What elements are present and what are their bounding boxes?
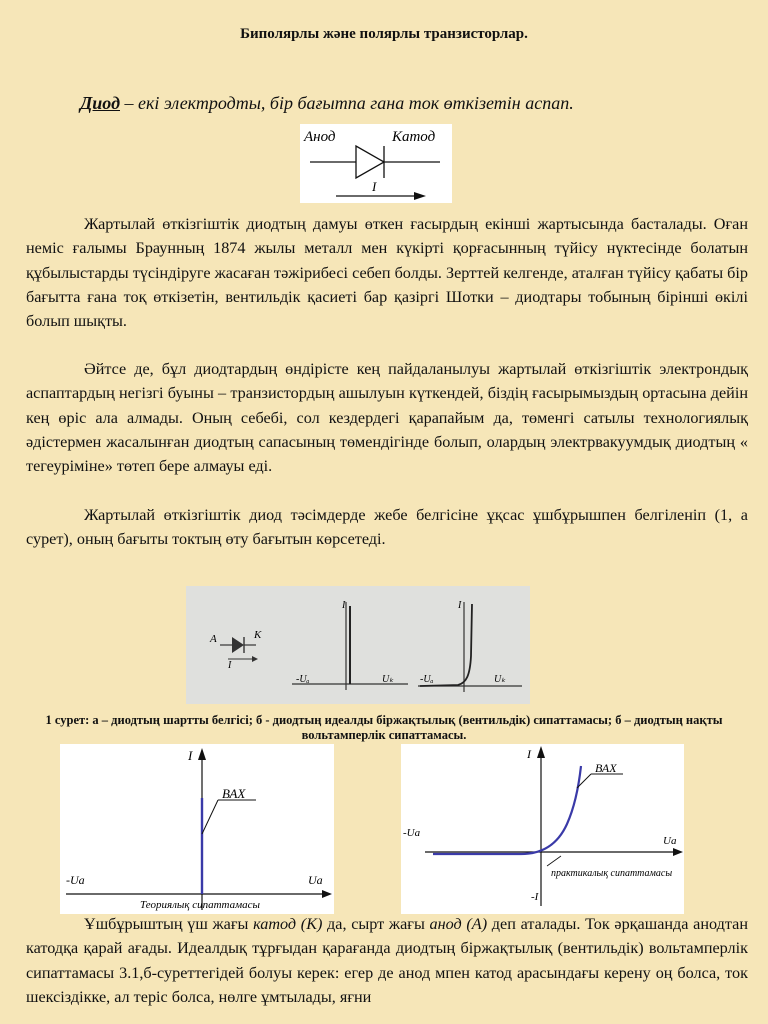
ideal-x-label: Uа: [308, 873, 323, 887]
fig1b-axis-i: I: [342, 600, 346, 611]
real-curve-label: ВАХ: [595, 761, 617, 775]
cathode-label: Катод: [392, 129, 436, 145]
real-neg-y-label: -I: [531, 891, 539, 903]
anode-label: Анод: [304, 129, 336, 145]
fig1-current-label: I: [228, 660, 232, 671]
ideal-neg-x-label: -Uа: [66, 873, 85, 887]
real-y-label: I: [527, 747, 531, 761]
diode-symbol-icon: [300, 124, 452, 203]
graph-ideal-characteristic: [60, 744, 334, 914]
paragraph-development: Әйтсе де, бұл диодтардың өндірісте кең пайдаланылуы жартылай өткізгіштік электрондық аспаптардың негізгі буыны – транзистордың ашылуын күткендей, біздің ғасырымыздың ортасына дейін кең өріс ала алмады. Оның себебі, сол кездердегі қарапайым да, төменгі сатылы технологиялық әдістермен жасалынған диодтың сапасының төмендігінде болып, олардың электрвакуумдық диодтың « тегеуріміне» төтеп бере алмауы еді.: [26, 360, 748, 476]
diode-definition: [80, 93, 720, 114]
fig1b-neg-u: -Uₐ: [296, 674, 310, 685]
current-label: I: [372, 179, 377, 194]
p4-text-1: Ұшбұрыштың үш жағы: [84, 915, 254, 933]
real-x-label: Uа: [663, 835, 677, 847]
p4-cathode: катод (К): [253, 915, 323, 933]
p4-text-2: да, сырт жағы: [322, 915, 430, 933]
ideal-vac-chart: [60, 744, 334, 914]
real-caption: практикалық сипаттамасы: [551, 868, 673, 879]
ideal-y-label: I: [188, 748, 193, 763]
fig1c-neg-u: -Uₐ: [420, 674, 434, 685]
fig1b-pos-u: Uₖ: [382, 674, 394, 685]
definition-term: Диод: [80, 93, 120, 113]
figure-1-drawing: [186, 586, 530, 704]
diode-symbol-figure: [300, 124, 452, 203]
real-vac-chart: [401, 744, 684, 914]
fig1-anode-label: A: [210, 633, 217, 645]
graph-real-characteristic: [401, 744, 684, 914]
ideal-caption: Теориялық сипаттамасы: [140, 899, 260, 911]
figure-1-photo: [186, 586, 530, 704]
fig1c-axis-i: I: [458, 600, 462, 611]
fig1-cathode-label: K: [254, 629, 262, 641]
fig1c-pos-u: Uₖ: [494, 674, 506, 685]
definition-text: – екі электродты, бір бағытпа гана ток өткізетін аспап.: [120, 93, 574, 113]
page-title: Биполярлы және полярлы транзисторлар.: [240, 26, 528, 42]
figure-1-caption: 1 сурет: а – диодтың шартты белгісі; б - диодтың идеалды біржақтылық (вентильдік) сипаттамасы; б – диодтың нақты вольтамперлік сипаттамасы.: [45, 713, 723, 742]
paragraph-history: Жартылай өткізгіштік диодтың дамуы өткен ғасырдың екінші жартысында басталады. Оған неміс ғалымы Браунның 1874 жылы металл мен күкірті қорғасынның түйісу нүктесінде болатын құбылыстарды түсіндіруге жасаған тәжірибесі себеп болды. Зерттей келгенде, аталған түйісу қабаты бір бағытта ғана тоқ өткізетін, вентильдік қасиеті бар қазіргі Шотки – диодтары тобының бірінші өкілі болып шықты.: [26, 215, 748, 331]
p4-anode: анод (А): [429, 915, 488, 933]
ideal-curve-label: ВАХ: [222, 786, 246, 801]
paragraph-notation: Жартылай өткізгіштік диод тәсімдерде жебе белгісіне ұқсас ұшбұрышпен белгіленіп (1, а сурет), оның бағыты токтың өту бағытын көрсетеді.: [26, 506, 748, 549]
real-neg-x-label: -Uа: [403, 827, 421, 839]
paragraph-terminals: [26, 912, 748, 1024]
p4-text-3: деп аталады. Ток әрқашанда анодтан катодқа қарай ағады. Идеалдық тұрғыдан қарағанда диодтың біржақтылық (вентильдік) вольтамперлік сипаттамасы 3.1,б-суреттегідей болуы керек: егер де анод мпен катод арасындағы керену оң болса, ток шексіздікке, ал теріс болса, нөлге ұмтылады, яғни: [26, 915, 748, 1006]
